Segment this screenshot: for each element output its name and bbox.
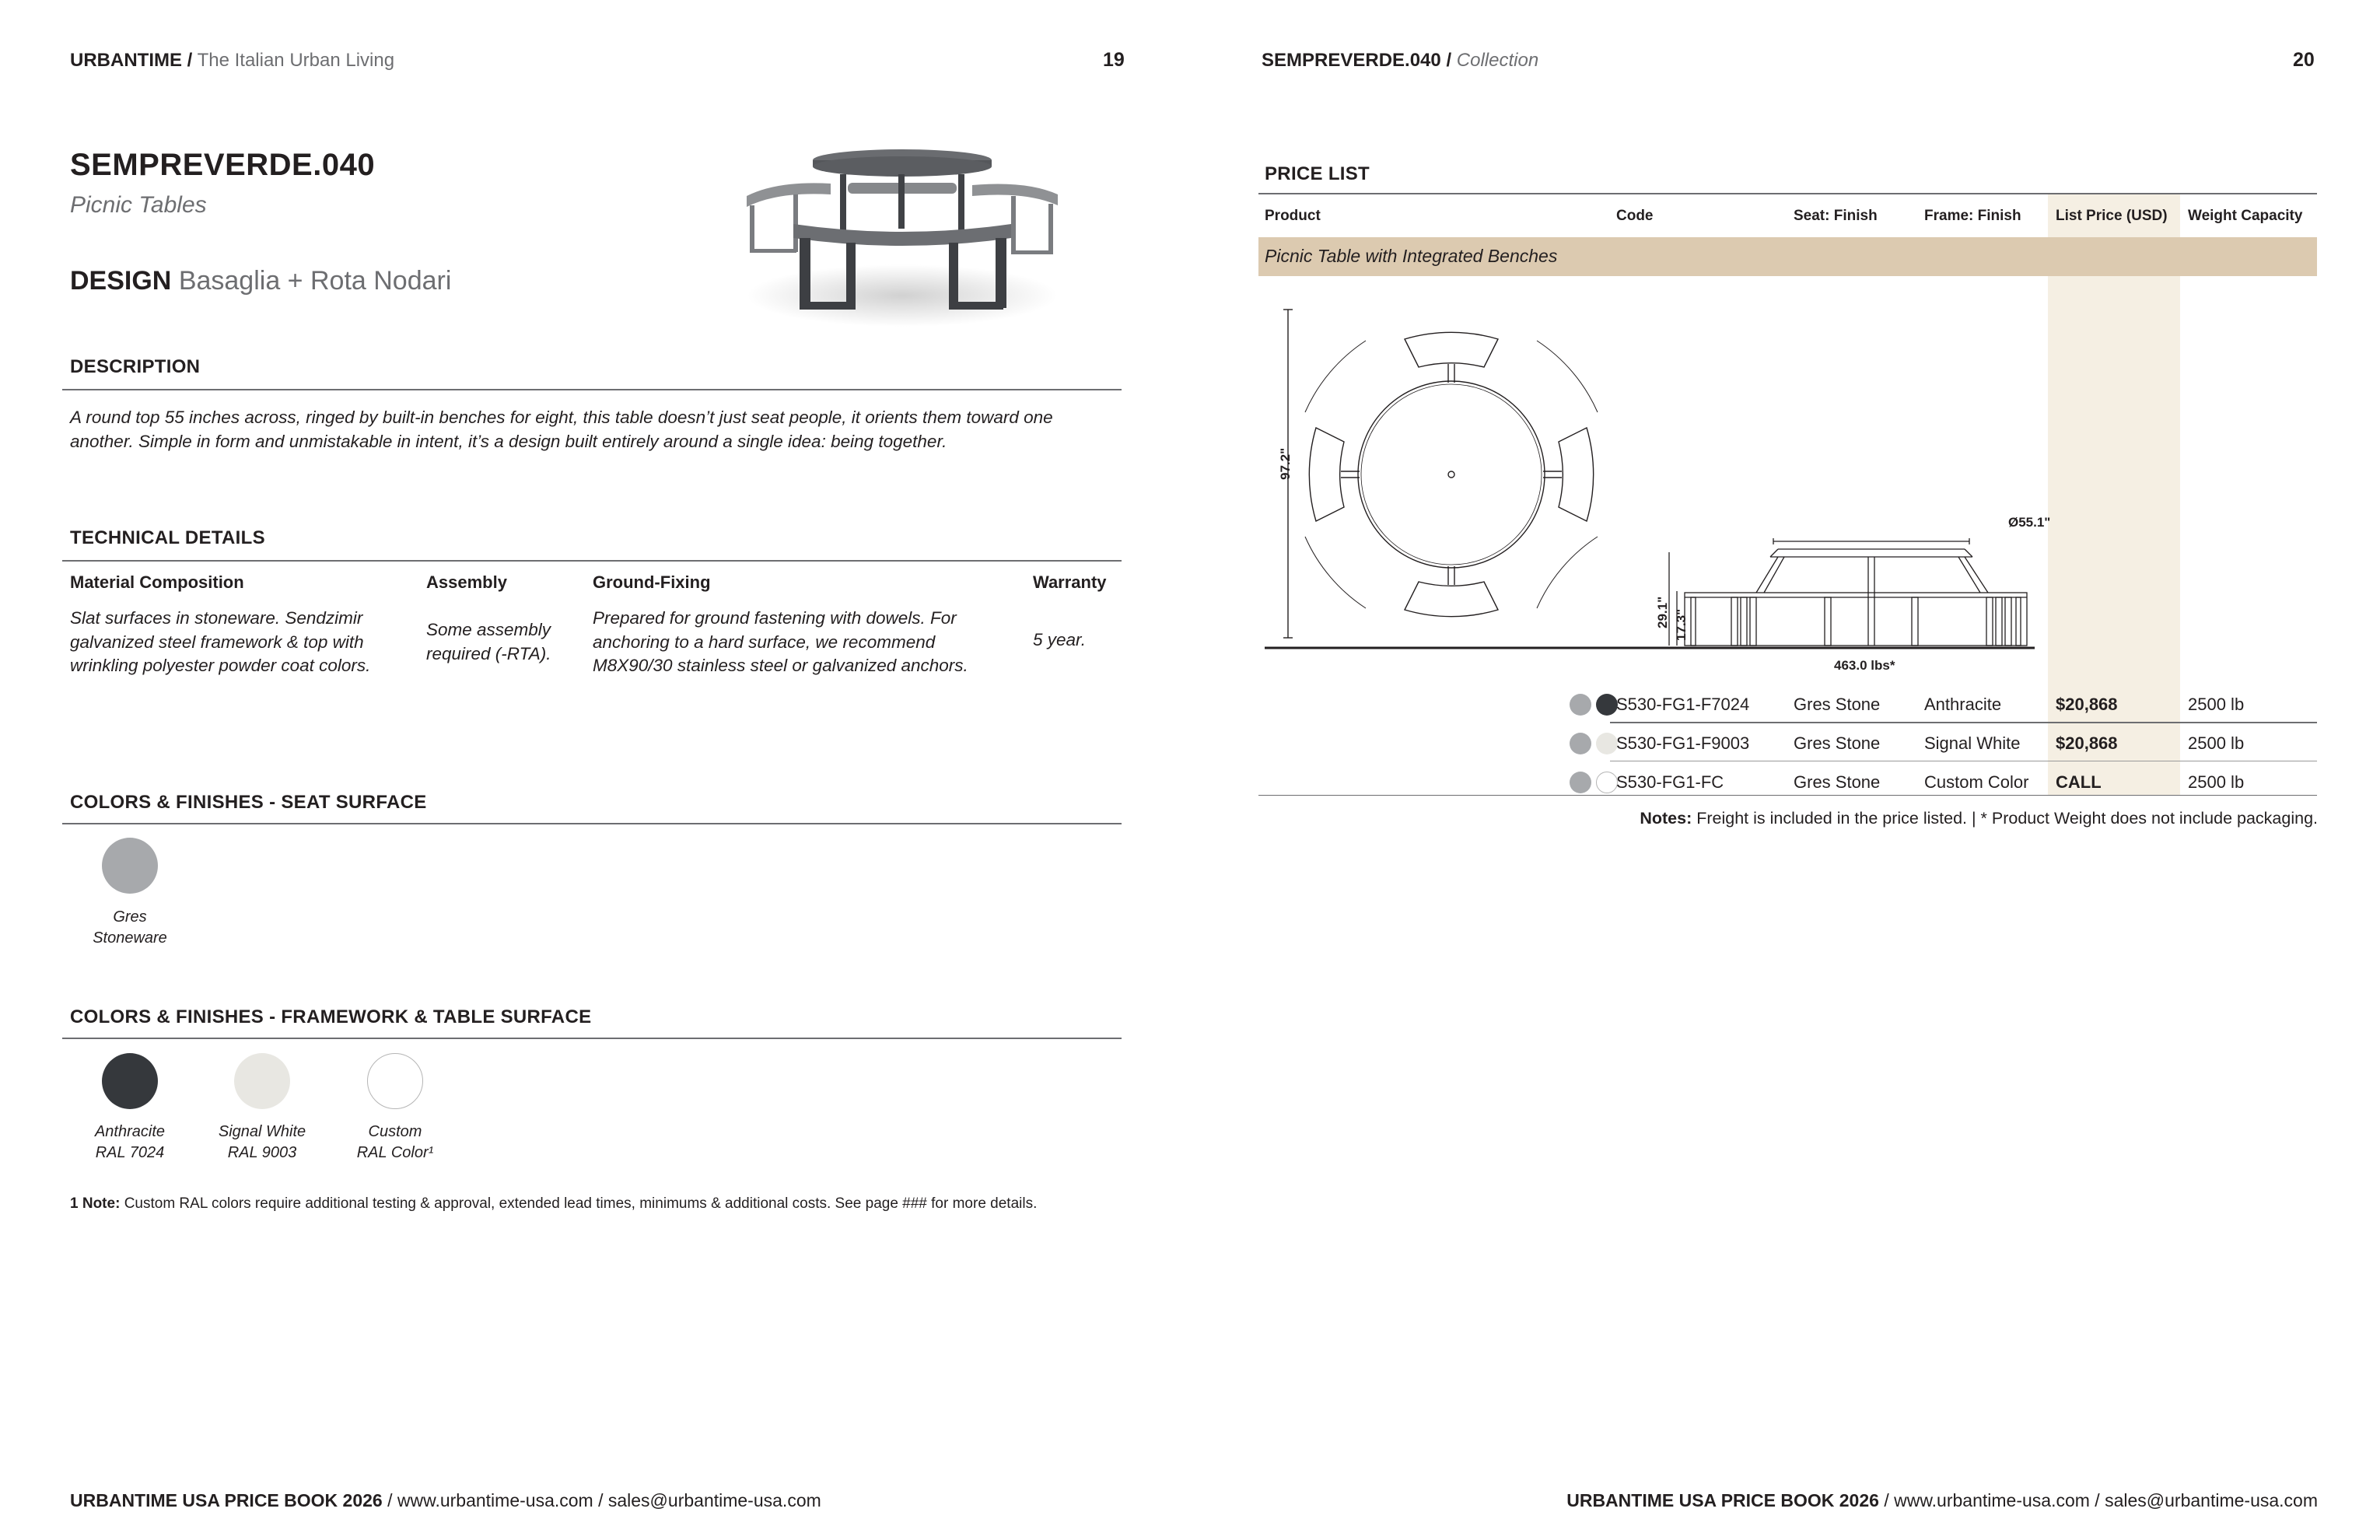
tech-header-assembly: Assembly (426, 572, 507, 592)
technical-rule (62, 560, 1122, 562)
page-number: 20 (2293, 49, 2315, 71)
frame-finishes-rule (62, 1038, 1122, 1039)
row-price: $20,868 (2056, 733, 2118, 753)
brand-name: URBANTIME (70, 50, 182, 71)
header-weight-capacity: Weight Capacity (2188, 208, 2303, 224)
seat-finishes-rule (62, 823, 1122, 824)
seat-finishes-title: COLORS & FINISHES - SEAT SURFACE (70, 792, 427, 813)
row-seat: Gres Stone (1794, 695, 1881, 714)
swatch-custom-ral (367, 1053, 423, 1109)
description-rule (62, 389, 1122, 390)
dim-height: 97.2" (1278, 447, 1293, 480)
tech-ground-text: Prepared for ground fastening with dowels. For anchoring to a hard surface, we recommend M8X90/30 stainless steel or galvanized anchors. (593, 608, 968, 675)
row-weight: 2500 lb (2188, 772, 2245, 792)
header-product: Product (1265, 208, 1321, 224)
product-name: SEMPREVERDE.040 (70, 148, 376, 182)
tech-header-ground: Ground-Fixing (593, 572, 711, 592)
swatch-label-custom-ral: Custom RAL Color¹ (356, 1123, 434, 1161)
frame-finishes-title: COLORS & FINISHES - FRAMEWORK & TABLE SURFACE (70, 1006, 592, 1027)
product-image (739, 140, 1066, 342)
description-text: A round top 55 inches across, ringed by built-in benches for eight, this table doesn’t just seat people, it orients them toward one another. Simple in form and unmistakable in intent, it’s a design built entirely around a single idea: being together. (70, 408, 1053, 451)
dim-table-height: 29.1" (1655, 596, 1670, 628)
dim-diameter: Ø55.1" (2008, 515, 2051, 530)
collection-name: SEMPREVERDE.040 (1262, 50, 1441, 71)
row-seat: Gres Stone (1794, 733, 1881, 753)
row-frame: Anthracite (1924, 695, 2002, 714)
header-frame-finish: Frame: Finish (1924, 208, 2021, 224)
row-frame: Custom Color (1924, 772, 2029, 792)
custom-color-note: 1 Note: Custom RAL colors require additional testing & approval, extended lead times, minimums & additional costs. See page ### for more details. (70, 1195, 1038, 1212)
header-code: Code (1616, 208, 1654, 224)
row-frame: Signal White (1924, 733, 2021, 753)
footer-book-title: URBANTIME USA PRICE BOOK 2026 (70, 1490, 383, 1510)
dim-seat-height: 17.3" (1674, 608, 1689, 641)
seat-color-dot (1570, 694, 1591, 716)
swatch-signal-white (234, 1053, 290, 1109)
seat-color-dot (1570, 772, 1591, 793)
row-code: S530-FG1-FC (1616, 772, 1724, 792)
footer-contact: / www.urbantime-usa.com / sales@urbantime-usa.com (382, 1490, 821, 1510)
tech-header-warranty: Warranty (1033, 572, 1107, 592)
table-bottom-rule (1258, 795, 2317, 796)
seat-color-dot (1570, 733, 1591, 754)
row-weight: 2500 lb (2188, 733, 2245, 753)
row-seat: Gres Stone (1794, 772, 1881, 792)
tech-header-material: Material Composition (70, 572, 244, 592)
swatch-label-signal-white: Signal White RAL 9003 (218, 1123, 306, 1161)
footer-book-title: URBANTIME USA PRICE BOOK 2026 (1566, 1490, 1879, 1510)
swatch-gres-stoneware (102, 838, 158, 894)
tech-warranty-text: 5 year. (1033, 630, 1086, 649)
tech-material-text: Slat surfaces in stoneware. Sendzimir galvanized steel framework & top with wrinkling polyester powder coat colors. (70, 608, 371, 675)
description-title: DESCRIPTION (70, 356, 201, 377)
collection-label: Collection (1456, 50, 1539, 71)
price-notes: Notes: Freight is included in the price listed. | * Product Weight does not include packaging. (1640, 809, 2318, 828)
tech-assembly-text: Some assembly required (-RTA). (426, 620, 551, 663)
technical-title: TECHNICAL DETAILS (70, 527, 265, 548)
brand-tagline: The Italian Urban Living (197, 50, 395, 71)
header-list-price: List Price (USD) (2056, 208, 2168, 224)
row-code: S530-FG1-F9003 (1616, 733, 1750, 753)
group-name: Picnic Table with Integrated Benches (1265, 246, 1558, 266)
row-price: $20,868 (2056, 695, 2118, 714)
page-footer (70, 1490, 821, 1511)
right-page (1190, 0, 2380, 1540)
product-category: Picnic Tables (70, 192, 207, 218)
footer-contact: / www.urbantime-usa.com / sales@urbantime-usa.com (1878, 1490, 2318, 1510)
frame-color-dot (1596, 694, 1618, 716)
frame-color-dot (1596, 772, 1618, 793)
designers: Basaglia + Rota Nodari (178, 266, 452, 296)
frame-color-dot (1596, 733, 1618, 754)
row-price: CALL (2056, 772, 2102, 792)
price-list-title: PRICE LIST (1265, 163, 1370, 184)
row-weight: 2500 lb (2188, 695, 2245, 714)
header-seat-finish: Seat: Finish (1794, 208, 1878, 224)
row-divider (1610, 722, 2317, 723)
page-header: URBANTIME / The Italian Urban Living (70, 50, 395, 71)
row-code: S530-FG1-F7024 (1616, 695, 1750, 714)
swatch-anthracite (102, 1053, 158, 1109)
page-header: SEMPREVERDE.040 / Collection (1262, 50, 1539, 71)
swatch-label-gres-stoneware: Gres Stoneware (93, 908, 167, 947)
swatch-label-anthracite: Anthracite RAL 7024 (94, 1123, 166, 1161)
page-footer (1566, 1490, 2318, 1511)
page-number: 19 (1103, 49, 1125, 71)
design-label: DESIGN (70, 266, 172, 296)
design-credit (70, 266, 451, 296)
dim-weight: 463.0 lbs* (1834, 658, 1895, 673)
